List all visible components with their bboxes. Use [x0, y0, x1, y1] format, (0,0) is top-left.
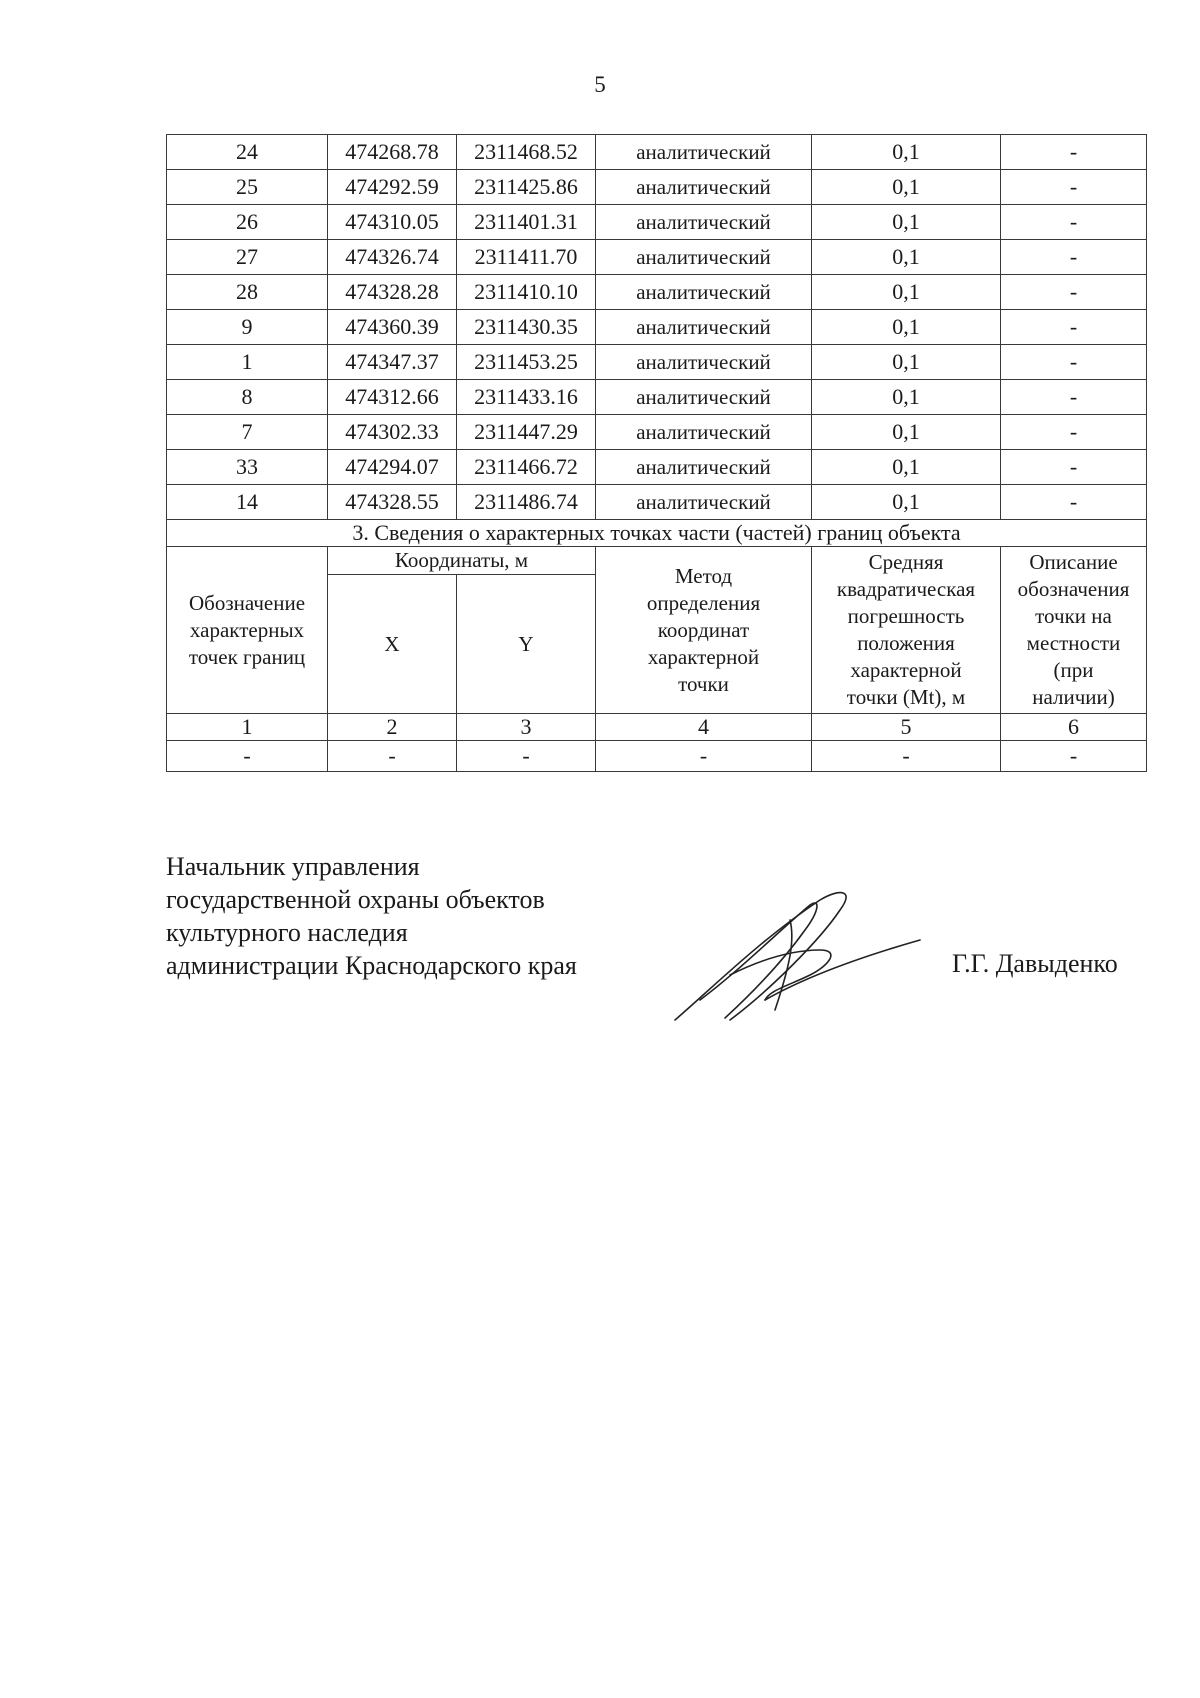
table-row — [167, 135, 1147, 170]
y-coordinate-cell: 2311425.86 — [457, 170, 596, 205]
header-designation: Обозначение характерных точек границ — [167, 547, 328, 714]
point-number-cell: 8 — [167, 380, 328, 415]
method-cell: аналитический — [596, 135, 812, 170]
x-coordinate-cell: 474268.78 — [328, 135, 457, 170]
table-row — [167, 380, 1147, 415]
table-row — [167, 275, 1147, 310]
empty-cell: - — [1001, 741, 1147, 772]
error-cell: 0,1 — [812, 450, 1001, 485]
y-coordinate-cell: 2311410.10 — [457, 275, 596, 310]
error-cell: 0,1 — [812, 135, 1001, 170]
header-method: Метод определения координат характерной точки — [596, 547, 812, 714]
method-cell: аналитический — [596, 415, 812, 450]
error-cell: 0,1 — [812, 240, 1001, 275]
point-number-cell: 1 — [167, 345, 328, 380]
table-row — [167, 485, 1147, 520]
page-number: 5 — [594, 72, 606, 97]
point-number-cell: 33 — [167, 450, 328, 485]
x-coordinate-cell: 474310.05 — [328, 205, 457, 240]
method-cell: аналитический — [596, 485, 812, 520]
point-number-cell: 26 — [167, 205, 328, 240]
signer-title-line: администрации Краснодарского края — [166, 951, 577, 980]
column-number: 1 — [167, 714, 328, 741]
table-row — [167, 310, 1147, 345]
x-coordinate-cell: 474347.37 — [328, 345, 457, 380]
column-number: 4 — [596, 714, 812, 741]
table-row — [167, 415, 1147, 450]
column-number: 6 — [1001, 714, 1147, 741]
y-coordinate-cell: 2311433.16 — [457, 380, 596, 415]
x-coordinate-cell: 474302.33 — [328, 415, 457, 450]
description-cell: - — [1001, 345, 1147, 380]
point-number-cell: 14 — [167, 485, 328, 520]
x-coordinate-cell: 474326.74 — [328, 240, 457, 275]
y-coordinate-cell: 2311453.25 — [457, 345, 596, 380]
header-coordinates: Координаты, м — [328, 547, 596, 575]
column-number: 5 — [812, 714, 1001, 741]
description-cell: - — [1001, 450, 1147, 485]
method-cell: аналитический — [596, 170, 812, 205]
x-coordinate-cell: 474328.55 — [328, 485, 457, 520]
point-number-cell: 24 — [167, 135, 328, 170]
header-description: Описание обозначения точки на местности (при наличии) — [1001, 547, 1147, 714]
column-number: 3 — [457, 714, 596, 741]
boundary-points-table — [166, 134, 1147, 772]
description-cell: - — [1001, 275, 1147, 310]
y-coordinate-cell: 2311401.31 — [457, 205, 596, 240]
error-cell: 0,1 — [812, 345, 1001, 380]
empty-cell: - — [457, 741, 596, 772]
y-coordinate-cell: 2311430.35 — [457, 310, 596, 345]
y-coordinate-cell: 2311466.72 — [457, 450, 596, 485]
empty-cell: - — [167, 741, 328, 772]
empty-cell: - — [596, 741, 812, 772]
method-cell: аналитический — [596, 450, 812, 485]
signer-name: Г.Г. Давыденко — [952, 949, 1118, 978]
header-error: Средняя квадратическая погрешность положения характерной точки (Mt), м — [812, 547, 1001, 714]
method-cell: аналитический — [596, 345, 812, 380]
error-cell: 0,1 — [812, 205, 1001, 240]
y-coordinate-cell: 2311468.52 — [457, 135, 596, 170]
table-body — [167, 135, 1147, 520]
column-number: 2 — [328, 714, 457, 741]
empty-cell: - — [812, 741, 1001, 772]
description-cell: - — [1001, 205, 1147, 240]
error-cell: 0,1 — [812, 415, 1001, 450]
x-coordinate-cell: 474312.66 — [328, 380, 457, 415]
point-number-cell: 9 — [167, 310, 328, 345]
error-cell: 0,1 — [812, 485, 1001, 520]
point-number-cell: 27 — [167, 240, 328, 275]
point-number-cell: 28 — [167, 275, 328, 310]
description-cell: - — [1001, 240, 1147, 275]
section-3-title: 3. Сведения о характерных точках части (частей) границ объекта — [167, 520, 1147, 547]
handwritten-signature — [670, 880, 930, 1030]
method-cell: аналитический — [596, 205, 812, 240]
column-numbers-row — [167, 714, 1147, 741]
table-row — [167, 170, 1147, 205]
table-row — [167, 345, 1147, 380]
description-cell: - — [1001, 135, 1147, 170]
table-row — [167, 240, 1147, 275]
error-cell: 0,1 — [812, 380, 1001, 415]
error-cell: 0,1 — [812, 170, 1001, 205]
error-cell: 0,1 — [812, 275, 1001, 310]
method-cell: аналитический — [596, 380, 812, 415]
point-number-cell: 7 — [167, 415, 328, 450]
x-coordinate-cell: 474328.28 — [328, 275, 457, 310]
x-coordinate-cell: 474360.39 — [328, 310, 457, 345]
signer-title-line: Начальник управления — [166, 852, 420, 881]
signer-title-line: культурного наследия — [166, 918, 408, 947]
description-cell: - — [1001, 380, 1147, 415]
x-coordinate-cell: 474292.59 — [328, 170, 457, 205]
empty-cell: - — [328, 741, 457, 772]
description-cell: - — [1001, 310, 1147, 345]
header-y: Y — [457, 575, 596, 714]
y-coordinate-cell: 2311411.70 — [457, 240, 596, 275]
point-number-cell: 25 — [167, 170, 328, 205]
description-cell: - — [1001, 415, 1147, 450]
signer-title-line: государственной охраны объектов — [166, 885, 545, 914]
section-3 — [167, 520, 1147, 772]
method-cell: аналитический — [596, 240, 812, 275]
table-row — [167, 205, 1147, 240]
description-cell: - — [1001, 485, 1147, 520]
signer-title — [166, 850, 577, 982]
x-coordinate-cell: 474294.07 — [328, 450, 457, 485]
method-cell: аналитический — [596, 310, 812, 345]
method-cell: аналитический — [596, 275, 812, 310]
error-cell: 0,1 — [812, 310, 1001, 345]
y-coordinate-cell: 2311486.74 — [457, 485, 596, 520]
y-coordinate-cell: 2311447.29 — [457, 415, 596, 450]
empty-data-row — [167, 741, 1147, 772]
header-x: X — [328, 575, 457, 714]
description-cell: - — [1001, 170, 1147, 205]
table-row — [167, 450, 1147, 485]
